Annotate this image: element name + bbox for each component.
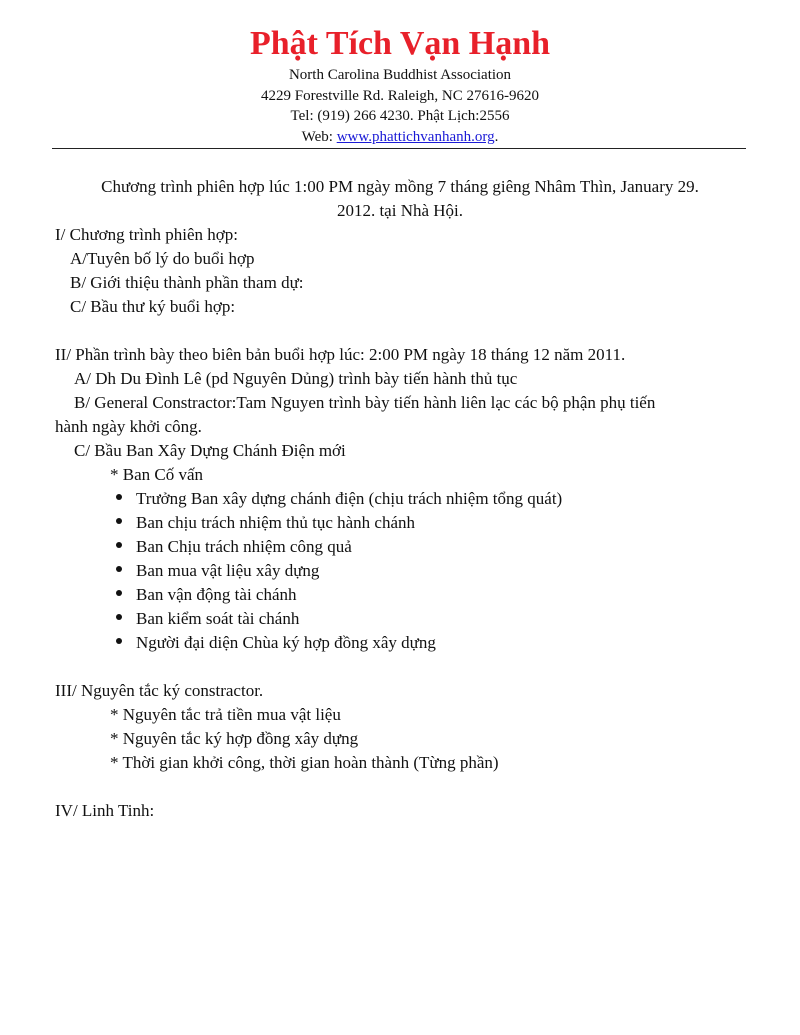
committee-item: Trưởng Ban xây dựng chánh điện (chịu trách nhiệm tổng quát) — [136, 489, 563, 508]
section-1-item-b: B/ Giới thiệu thành phần tham dự: — [70, 273, 304, 292]
bullet-dot — [116, 518, 122, 524]
web-prefix: Web: — [301, 129, 337, 145]
bullet-dot — [116, 590, 122, 596]
organization-title: Phật Tích Vạn Hạnh — [249, 25, 551, 62]
committee-item: Người đại diện Chùa ký hợp đồng xây dựng — [136, 633, 436, 652]
section-2-item-b-line-2: hành ngày khởi công. — [55, 417, 202, 436]
intro-line-1: Chương trình phiên hợp lúc 1:00 PM ngày mồng 7 tháng giêng Nhâm Thìn, January 29. — [101, 177, 699, 196]
website-link[interactable]: www.phattichvanhanh.org — [336, 129, 495, 145]
web-line — [0, 127, 800, 147]
association-name: North Carolina Buddhist Association — [288, 67, 512, 83]
section-1-item-c: C/ Bầu thư ký buổi hợp: — [70, 297, 236, 316]
address-line: 4229 Forestville Rd. Raleigh, NC 27616-9620 — [261, 88, 539, 104]
committee-item: Ban kiểm soát tài chánh — [136, 609, 300, 628]
section-2-item-a: A/ Dh Du Đình Lê (pd Nguyên Dủng) trình bày tiến hành thủ tục — [74, 369, 518, 388]
committee-item: Ban mua vật liệu xây dựng — [136, 561, 320, 580]
principle-item: * Nguyên tắc trả tiền mua vật liệu — [110, 705, 341, 724]
section-2-item-b-line-1: B/ General Constractor:Tam Nguyen trình bày tiến hành liên lạc các bộ phận phụ tiến — [74, 393, 656, 412]
section-1-title: I/ Chương trình phiên hợp: — [55, 225, 239, 244]
bullet-dot — [116, 614, 122, 620]
section-2-item-c: C/ Bầu Ban Xây Dựng Chánh Điện mới — [74, 441, 346, 460]
bullet-dot — [116, 494, 122, 500]
tel-line: Tel: (919) 266 4230. Phật Lịch:2556 — [290, 108, 510, 124]
section-1-item-a: A/Tuyên bố lý do buổi hợp — [70, 249, 255, 268]
section-3-title: III/ Nguyên tắc ký constractor. — [55, 681, 264, 700]
committee-item: Ban vận động tài chánh — [136, 585, 297, 604]
header-divider — [52, 148, 746, 149]
intro-line-2: 2012. tại Nhà Hội. — [336, 201, 464, 220]
principle-item: * Nguyên tắc ký hợp đồng xây dựng — [110, 729, 359, 748]
advisor-item: * Ban Cố vấn — [110, 465, 204, 484]
committee-item: Ban Chịu trách nhiệm công quả — [136, 537, 352, 556]
bullet-dot — [116, 542, 122, 548]
section-2-title: II/ Phần trình bày theo biên bản buổi hợp lúc: 2:00 PM ngày 18 tháng 12 năm 2011. — [55, 345, 626, 364]
web-suffix: . — [494, 129, 499, 145]
committee-item: Ban chịu trách nhiệm thủ tục hành chánh — [136, 513, 415, 532]
bullet-dot — [116, 638, 122, 644]
section-4-title: IV/ Linh Tinh: — [55, 801, 155, 820]
principle-item: * Thời gian khởi công, thời gian hoàn thành (Từng phần) — [110, 753, 499, 772]
bullet-dot — [116, 566, 122, 572]
